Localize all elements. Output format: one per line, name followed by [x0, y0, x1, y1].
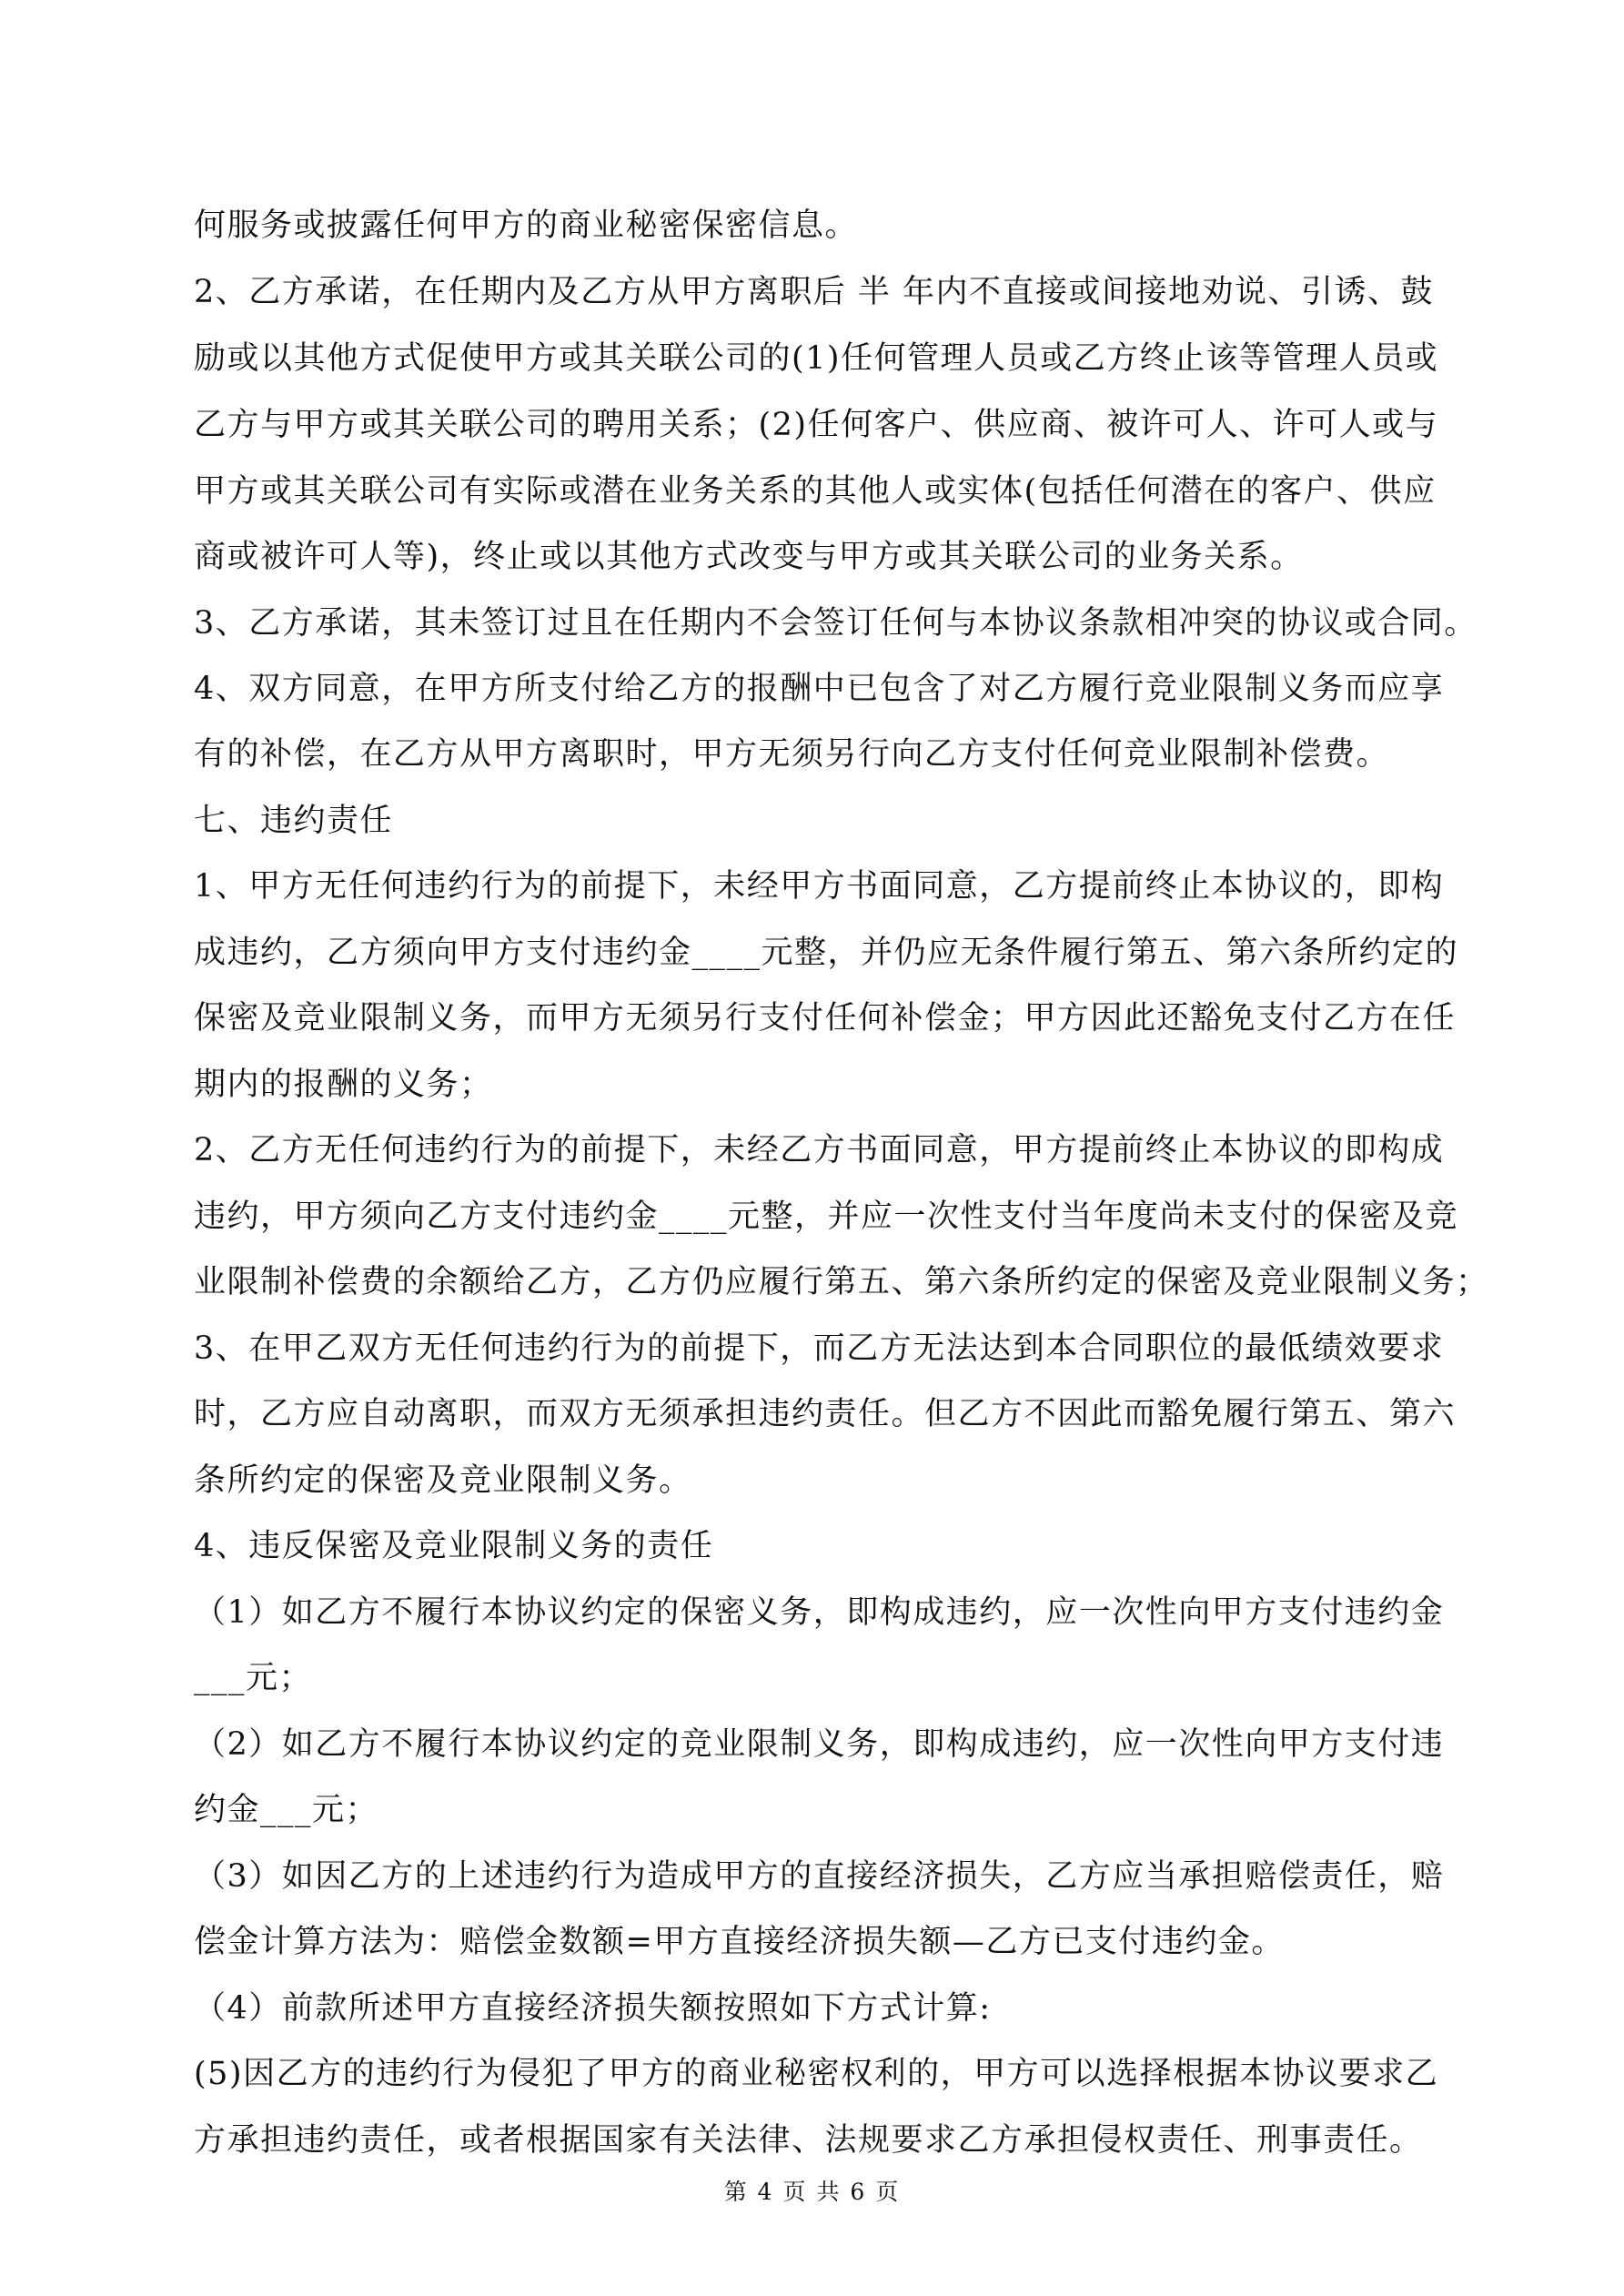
- paragraph-line: 2、乙方无任何违约行为的前提下，未经乙方书面同意，甲方提前终止本协议的即构成: [194, 1132, 1445, 1168]
- paragraph-line: 乙方与甲方或其关联公司的聘用关系；(2)任何客户、供应商、被许可人、许可人或与: [194, 407, 1439, 443]
- paragraph-line: 4、违反保密及竞业限制义务的责任: [194, 1528, 714, 1564]
- paragraph-line: 3、乙方承诺，其未签订过且在任期内不会签订任何与本协议条款相冲突的协议或合同。: [194, 605, 1478, 642]
- paragraph-line: 业限制补偿费的余额给乙方，乙方仍应履行第五、第六条所约定的保密及竞业限制义务；: [194, 1264, 1489, 1300]
- paragraph-line: 1、甲方无任何违约行为的前提下，未经甲方书面同意，乙方提前终止本协议的，即构: [194, 868, 1445, 905]
- paragraph-line: ___元；: [194, 1660, 313, 1696]
- paragraph-line: 励或以其他方式促使甲方或其关联公司的(1)任何管理人员或乙方终止该等管理人员或: [194, 340, 1439, 377]
- paragraph-line: 约金___元；: [194, 1792, 379, 1828]
- paragraph-line: 4、双方同意，在甲方所支付给乙方的报酬中已包含了对乙方履行竞业限制义务而应享: [194, 671, 1445, 707]
- paragraph-line: 方承担违约责任，或者根据国家有关法律、法规要求乙方承担侵权责任、刑事责任。: [194, 2122, 1423, 2159]
- page-number-footer: 第 4 页 共 6 页: [723, 2179, 901, 2205]
- paragraph-line: 保密及竞业限制义务，而甲方无须另行支付任何补偿金；甲方因此还豁免支付乙方在任: [194, 1000, 1457, 1037]
- paragraph-line: 2、乙方承诺，在任期内及乙方从甲方离职后 半 年内不直接或间接地劝说、引诱、鼓: [194, 274, 1435, 310]
- paragraph-line: 商或被许可人等)，终止或以其他方式改变与甲方或其关联公司的业务关系。: [194, 539, 1304, 575]
- paragraph-line: 时，乙方应自动离职，而双方无须承担违约责任。但乙方不因此而豁免履行第五、第六: [194, 1396, 1457, 1432]
- section-heading: 七、违约责任: [194, 803, 394, 839]
- paragraph-line: 3、在甲乙双方无任何违约行为的前提下，而乙方无法达到本合同职位的最低绩效要求: [194, 1330, 1445, 1367]
- paragraph-line: 违约，甲方须向乙方支付违约金____元整，并应一次性支付当年度尚未支付的保密及竞: [194, 1199, 1459, 1235]
- paragraph-line: （3）如因乙方的上述违约行为造成甲方的直接经济损失，乙方应当承担赔偿责任，赔: [194, 1858, 1445, 1895]
- paragraph-line: （1）如乙方不履行本协议约定的保密义务，即构成违约，应一次性向甲方支付违约金: [194, 1594, 1445, 1631]
- paragraph-line: 何服务或披露任何甲方的商业秘密保密信息。: [194, 207, 859, 244]
- paragraph-line: 成违约，乙方须向甲方支付违约金____元整，并仍应无条件履行第五、第六条所约定的: [194, 935, 1459, 971]
- paragraph-line: （2）如乙方不履行本协议约定的竞业限制义务，即构成违约，应一次性向甲方支付违: [194, 1726, 1445, 1763]
- paragraph-line: 偿金计算方法为：赔偿金数额=甲方直接经济损失额—乙方已支付违约金。: [194, 1924, 1285, 1960]
- paragraph-line: 条所约定的保密及竞业限制义务。: [194, 1462, 692, 1499]
- paragraph-line: 期内的报酬的义务；: [194, 1067, 493, 1103]
- paragraph-line: 有的补偿，在乙方从甲方离职时，甲方无须另行向乙方支付任何竞业限制补偿费。: [194, 736, 1390, 773]
- paragraph-line: （4）前款所述甲方直接经济损失额按照如下方式计算:: [194, 1990, 992, 2027]
- paragraph-line: 甲方或其关联公司有实际或潜在业务关系的其他人或实体(包括任何潜在的客户、供应: [194, 473, 1437, 510]
- paragraph-line: (5)因乙方的违约行为侵犯了甲方的商业秘密权利的，甲方可以选择根据本协议要求乙: [194, 2056, 1439, 2092]
